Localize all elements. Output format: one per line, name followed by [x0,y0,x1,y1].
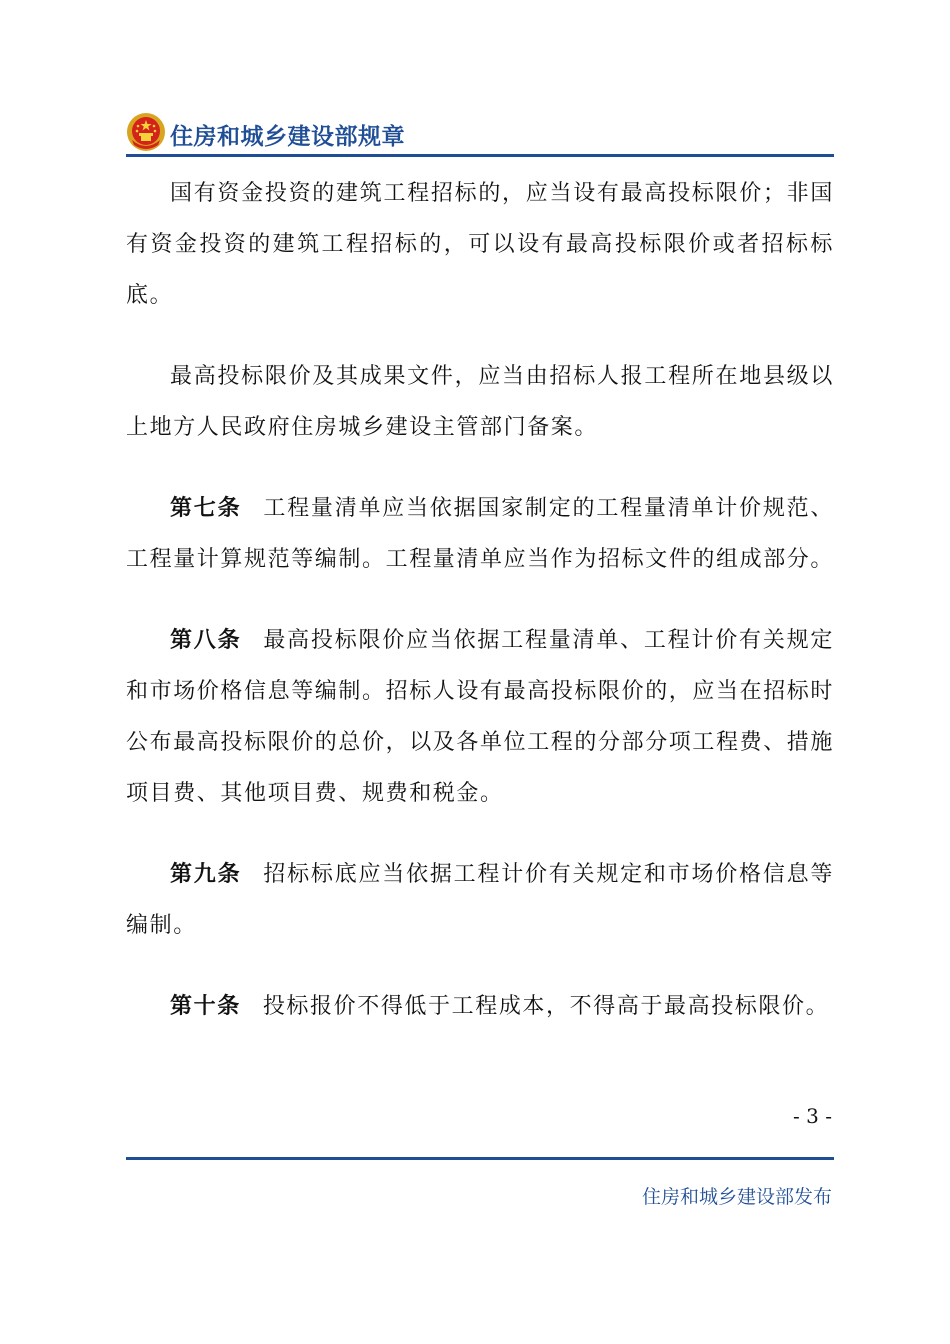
national-emblem-icon [126,112,166,152]
paragraph [126,615,834,819]
paragraph [126,981,834,1032]
paragraph-text: 最高投标限价应当依据工程量清单、工程计价有关规定和市场价格信息等编制。招标人设有最高投标限价的，应当在招标时公布最高投标限价的总价，以及各单位工程的分部分项工程费、措施项目费、其他项目费、规费和税金。 [126,628,835,806]
document-body [126,168,834,1062]
footer-publisher: 住房和城乡建设部发布 [641,1186,832,1208]
paragraph-text: 工程量清单应当依据国家制定的工程量清单计价规范、工程量计算规范等编制。工程量清单应当作为招标文件的组成部分。 [126,496,835,572]
article-number: 第十条 [170,994,241,1019]
page-header [126,112,834,156]
paragraph-text: 招标标底应当依据工程计价有关规定和市场价格信息等编制。 [126,862,834,938]
article-number: 第九条 [170,862,242,887]
paragraph-text: 最高投标限价及其成果文件，应当由招标人报工程所在地县级以上地方人民政府住房城乡建设主管部门备案。 [126,364,834,440]
header-divider [126,154,834,157]
paragraph [126,168,834,321]
paragraph-text: 国有资金投资的建筑工程招标的，应当设有最高投标限价；非国有资金投资的建筑工程招标的，可以设有最高投标限价或者招标标底。 [126,181,834,308]
footer-divider [126,1157,834,1160]
header-title: 住房和城乡建设部规章 [170,124,405,150]
page-number: - 3 - [793,1104,832,1128]
article-number: 第七条 [170,496,242,521]
paragraph-text: 投标报价不得低于工程成本，不得高于最高投标限价。 [262,994,830,1019]
paragraph [126,849,834,951]
article-number: 第八条 [170,628,242,653]
paragraph [126,483,834,585]
paragraph [126,351,834,453]
